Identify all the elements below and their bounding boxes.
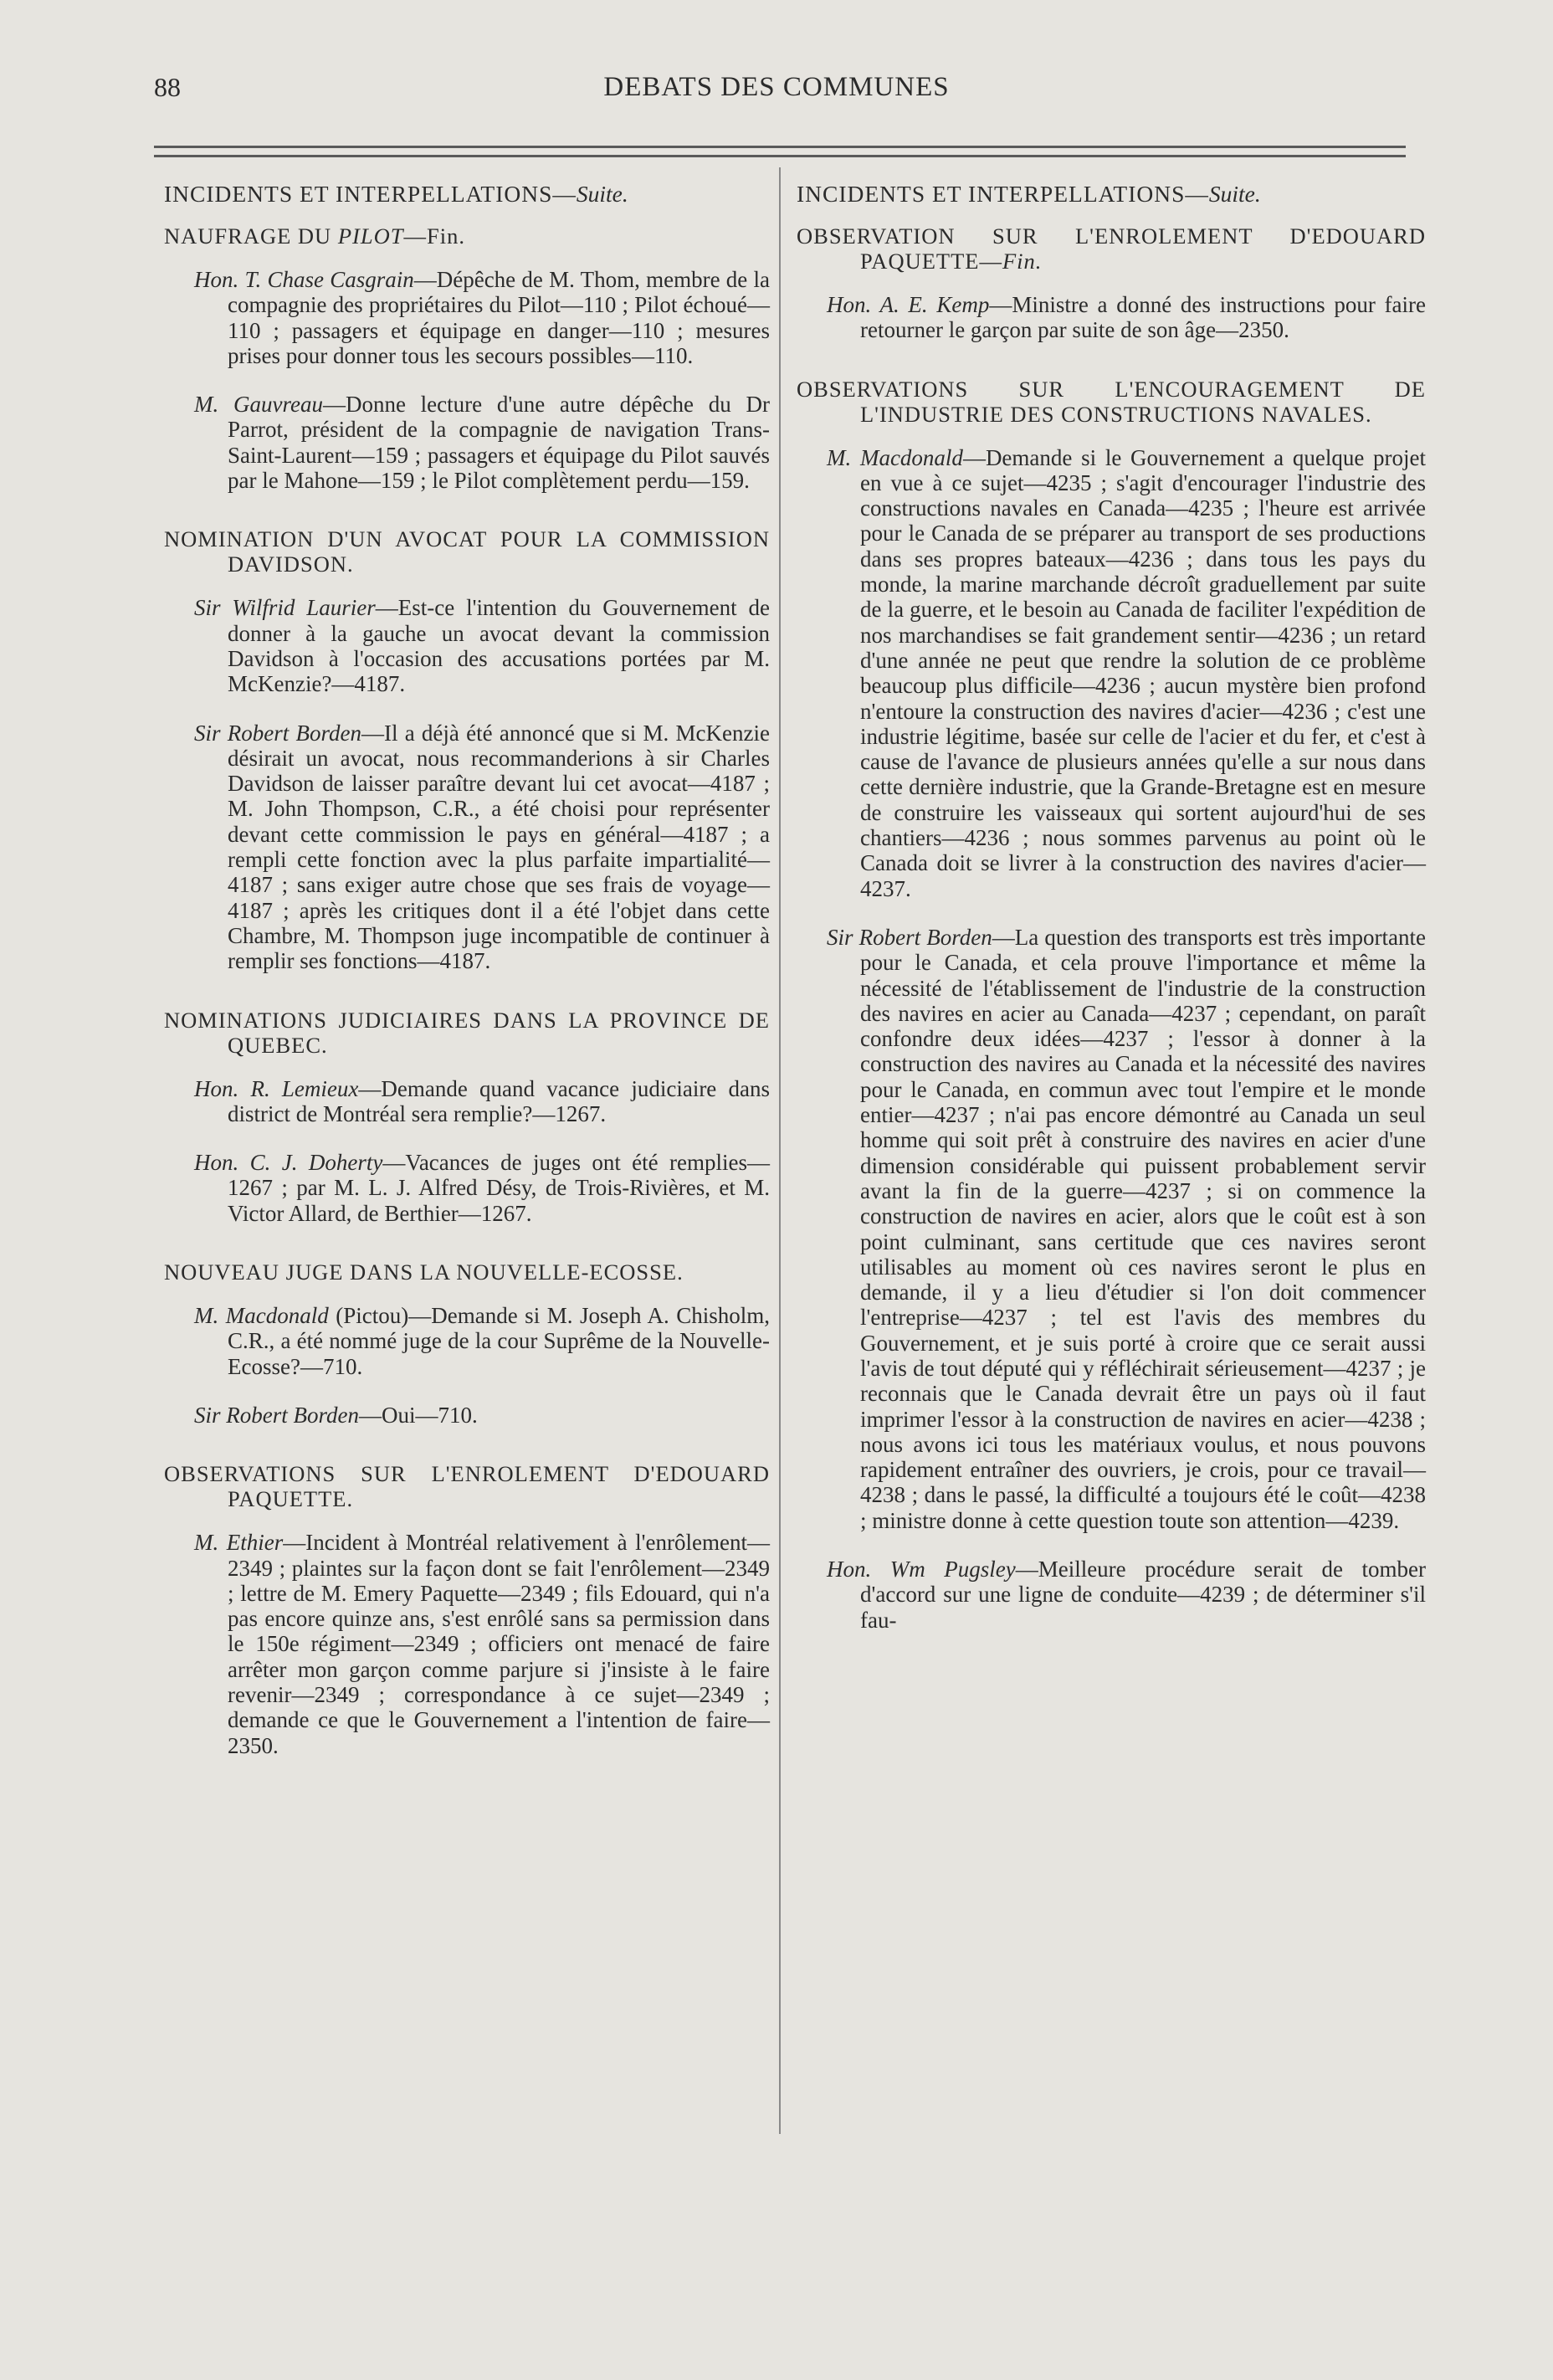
section-title-naufrage: [164, 223, 770, 249]
entry: [164, 392, 770, 493]
entry-text: —Demande quand vacance judiciaire dans district de Montréal sera remplie?—1267.: [228, 1075, 770, 1126]
entry-text: —Donne lecture d'une autre dépêche du Dr Parrot, président de la compagnie de navigation Trans-Saint-Laurent—159 ; passagers et équipage du Pilot sauvés par le Mahone—159 ; le Pilot complètement perdu—159.: [228, 392, 770, 494]
section-title-italic: PILOT: [337, 223, 404, 249]
section-title-nouveau-juge: NOUVEAU JUGE DANS LA NOUVELLE-ECOSSE.: [164, 1259, 684, 1285]
entry: [797, 1557, 1426, 1633]
entry-text: —Est-ce l'intention du Gouvernement de donner à la gauche un avocat devant la commission Davidson à l'occasion des accusations portées par M. McKenzie?—4187.: [228, 595, 770, 697]
section-title-part: OBSERVATION SUR L'ENROLEMENT D'EDOUARD PAQUETTE—: [797, 223, 1426, 274]
entry: [164, 1530, 770, 1758]
entry: [164, 267, 770, 368]
page-number: 88: [154, 72, 181, 102]
speaker: Hon. Wm Pugsley: [827, 1557, 1016, 1582]
speaker: M. Ethier: [194, 1530, 284, 1556]
right-column: [797, 180, 1426, 1656]
column-header-main: INCIDENTS ET INTERPELLATIONS—: [797, 181, 1209, 207]
speaker: Sir Robert Borden: [827, 924, 992, 950]
entry: [164, 1403, 770, 1428]
column-header: [797, 180, 1426, 208]
column-header: [164, 180, 770, 208]
section-title-avocat: NOMINATION D'UN AVOCAT POUR LA COMMISSION DAVIDSON.: [164, 526, 770, 577]
speaker: Hon. T. Chase Casgrain: [194, 267, 414, 292]
entry-text: —Ministre a donné des instructions pour faire retourner le garçon par suite de son âge—2350.: [860, 292, 1426, 343]
entry-text: —Oui—710.: [358, 1402, 478, 1428]
header-rule-bottom: [154, 155, 1406, 157]
column-header-suite: Suite.: [576, 181, 628, 207]
column-header-main: INCIDENTS ET INTERPELLATIONS—: [164, 181, 577, 207]
speaker: Sir Wilfrid Laurier: [194, 595, 376, 621]
header-rule-top: [154, 146, 1406, 148]
section-title-part: NAUFRAGE DU: [164, 223, 338, 249]
speaker: M. Macdonald: [827, 444, 963, 470]
entry: [164, 1303, 770, 1379]
section-title-enrolement-fin: [797, 223, 1426, 274]
entry-text: —La question des transports est très importante pour le Canada, et cela prouve l'importance et même la nécessité de l'établissement de l'industrie de la construction des navires en acier au Canada—4237 ; cependant, on paraît confondre deux idées—4237 ; l'essor à donner à la construction des navires au Canada et la nécessité des navires pour le Canada, en commun avec tout l'empire et le monde entier—4237 ; n'ai pas encore démontré au Canada un seul homme qui soit prêt à construire des navires en acier d'une dimension considérable qui puissent probablement servir avant la fin de la guerre—4237 ; si on commence la construction de navires en acier, alors que le coût est à son point culminant, sans certitude que ces navires seront utilisables au moment où ces navires seront le plus en demande, il y a lieu d'étudier si l'on doit commencer l'entreprise—4237 ; tel est l'avis des membres du Gouvernement, et je suis porté à croire que ce serait aussi l'avis de tout député qui y réfléchirait sérieusement—4237 ; je reconnais que le Canada devrait être un pays où il faut imprimer l'essor à la construction de navires en acier—4238 ; nous avons ici tous les matériaux voulus, et nous pouvons rapidement entraîner des ouvriers, je crois, pour ce travail—4238 ; dans le passé, la difficulté a toujours été le coût—4238 ; ministre donne à cette question toute son attention—4239.: [860, 924, 1426, 1533]
section-title-constructions-navales: OBSERVATIONS SUR L'ENCOURAGEMENT DE L'INDUSTRIE DES CONSTRUCTIONS NAVALES.: [797, 376, 1426, 427]
entry-text: —Meilleure procédure serait de tomber d'accord sur une ligne de conduite—4239 ; de déterminer s'il fau-: [860, 1557, 1426, 1633]
entry-text: —Dépêche de M. Thom, membre de la compagnie des propriétaires du Pilot—110 ; Pilot échoué—110 ; passagers et équipage en danger—110 ; mesures prises pour donner tous les secours possibles—110.: [228, 267, 770, 368]
entry-text: —Il a déjà été annoncé que si M. McKenzie désirait un avocat, nous recommanderions à sir Charles Davidson de laisser paraître devant lui cet avocat—4187 ; M. John Thompson, C.R., a été choisi pour représenter devant cette commission le pays en général—4187 ; a rempli cette fonction avec la plus parfaite impartialité—4187 ; sans exiger autre chose que ses frais de voyage—4187 ; après les critiques dont il a été l'objet dans cette Chambre, M. Thompson juge incompatible de continuer à remplir ses fonctions—4187.: [228, 720, 770, 974]
entry: [797, 925, 1426, 1533]
speaker: Hon. R. Lemieux: [194, 1075, 359, 1101]
speaker: Sir Robert Borden: [194, 1402, 359, 1428]
section-title-part: —Fin.: [403, 223, 465, 249]
section-title-judiciaires: NOMINATIONS JUDICIAIRES DANS LA PROVINCE DE QUEBEC.: [164, 1007, 770, 1058]
left-column: [164, 180, 770, 1782]
entry: [164, 1150, 770, 1226]
entry: [797, 445, 1426, 901]
entry: [164, 721, 770, 974]
entry-text: —Vacances de juges ont été remplies—1267 ; par M. L. J. Alfred Désy, de Trois-Rivières, et M. Victor Allard, de Berthier—1267.: [228, 1150, 770, 1226]
column-divider: [779, 167, 781, 2134]
entry-text: —Demande si le Gouvernement a quelque projet en vue à ce sujet—4235 ; s'agit d'encourager l'industrie des constructions navales en Canada—4235 ; l'heure est arrivée pour le Canada de se préparer au transport de ses productions dans ses propres bateaux—4236 ; dans tous les pays du monde, la marine marchande décroît graduellement par suite de la guerre, et le besoin au Canada de faciliter l'expédition de nos marchandises se fait grandement sentir—4236 ; un retard d'une année ne peut que rendre la solution de ce problème beaucoup plus difficile—4236 ; aucun mystère bien profond n'entoure la construction des navires d'acier—4236 ; c'est une industrie légitime, basée sur celle de l'acier et du fer, et c'est à cause de l'avance de plusieurs années qu'elle a sur nous dans cette dernière industrie, que la Grande-Bretagne est en mesure de construire les vaisseaux qui sortent aujourd'hui de ses chantiers—4236 ; nous sommes parvenus au point où le Canada doit se livrer à la construction des navires d'acier—4237.: [860, 444, 1427, 901]
speaker: Hon. A. E. Kemp: [827, 292, 990, 317]
running-title: DEBATS DES COMMUNES: [603, 72, 950, 102]
entry: [164, 1076, 770, 1127]
entry: [797, 292, 1426, 343]
section-title-italic: Fin.: [1002, 249, 1043, 274]
column-header-suite: Suite.: [1208, 181, 1261, 207]
entry: [164, 595, 770, 696]
speaker: Hon. C. J. Doherty: [194, 1150, 383, 1176]
speaker: Sir Robert Borden: [194, 720, 361, 746]
section-title-enrolement: OBSERVATIONS SUR L'ENROLEMENT D'EDOUARD PAQUETTE.: [164, 1461, 770, 1512]
entry-text: —Incident à Montréal relativement à l'enrôlement—2349 ; plaintes sur la façon dont se fait l'enrôlement—2349 ; lettre de M. Emery Paquette—2349 ; fils Edouard, qui n'a pas encore quinze ans, s'est enrôlé sans sa permission dans le 150e régiment—2349 ; officiers ont menacé de faire arrêter mon garçon comme parjure si j'insiste à le faire revenir—2349 ; correspondance à ce sujet—2349 ; demande ce que le Gouvernement a l'intention de faire—2350.: [228, 1530, 770, 1758]
speaker: M. Macdonald: [194, 1303, 329, 1329]
speaker: M. Gauvreau: [194, 392, 323, 418]
entry-text: (Pictou)—Demande si M. Joseph A. Chisholm, C.R., a été nommé juge de la cour Suprême de la Nouvelle-Ecosse?—710.: [228, 1303, 771, 1379]
